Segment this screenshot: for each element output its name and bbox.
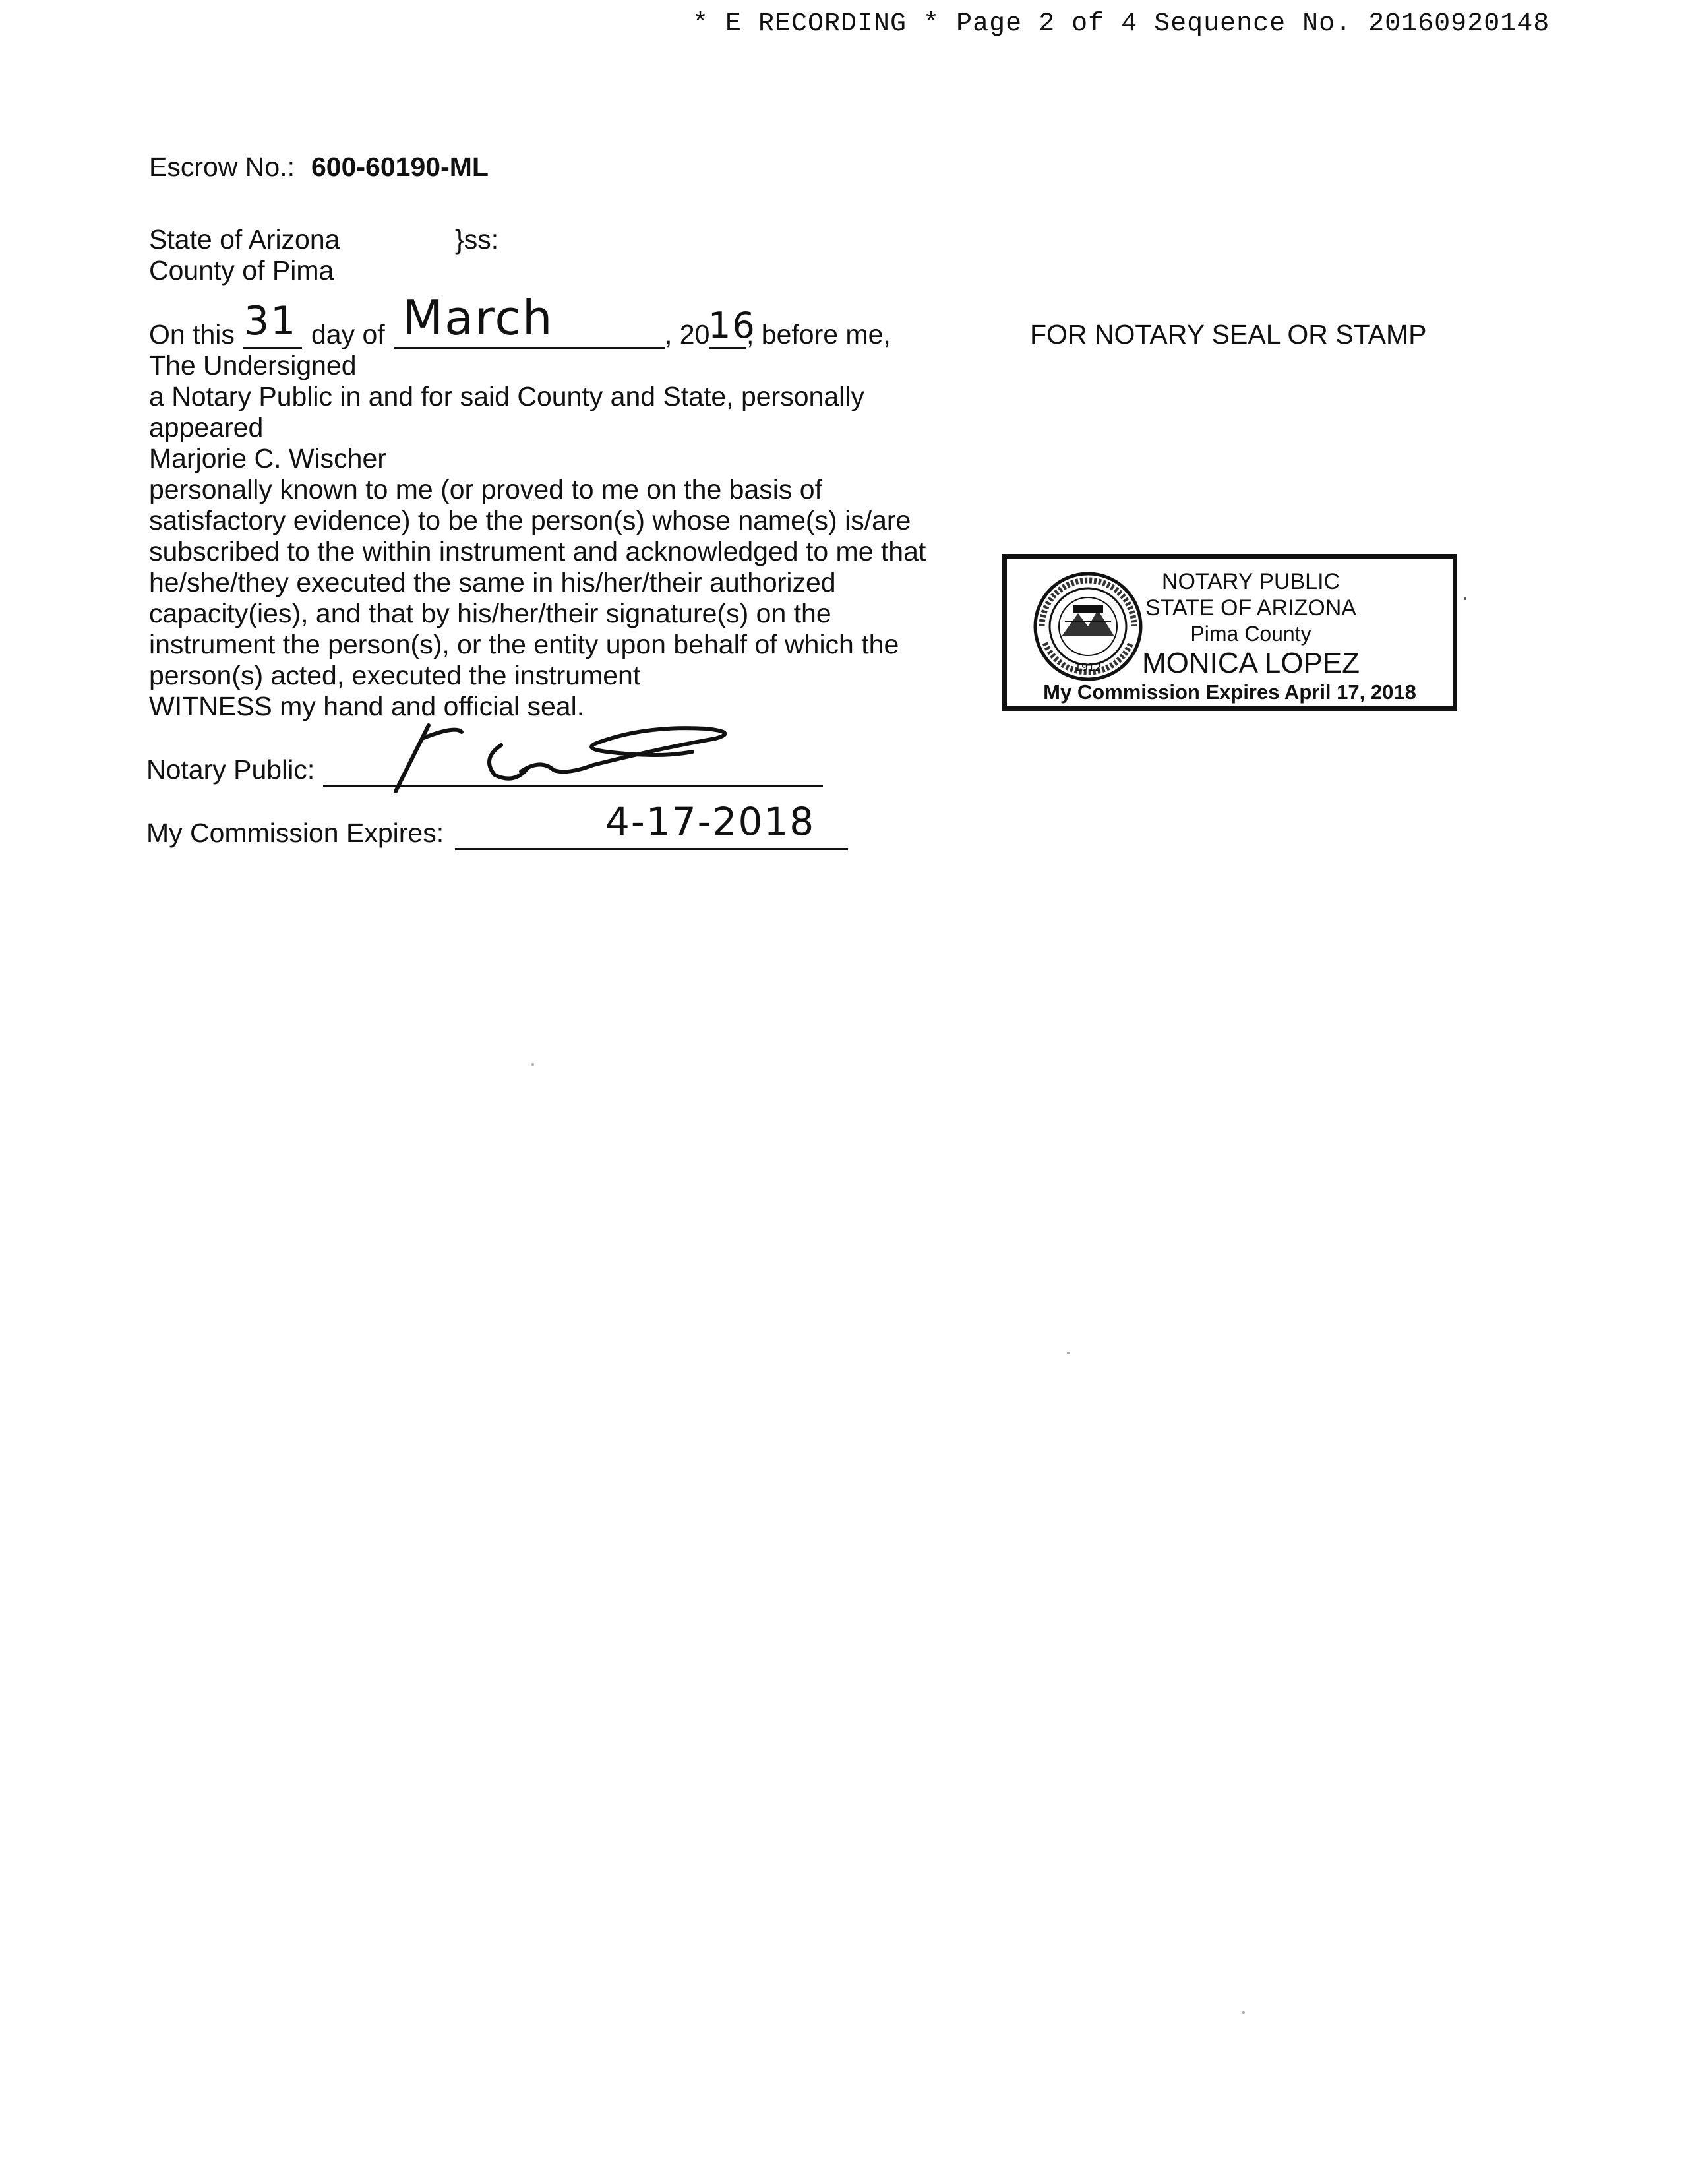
on-this-text: On this bbox=[149, 319, 235, 349]
seal-area-label: FOR NOTARY SEAL OR STAMP bbox=[1030, 319, 1427, 349]
stray-mark bbox=[531, 1063, 534, 1066]
body-line-7: person(s) acted, executed the instrument bbox=[149, 660, 641, 690]
escrow-number: 600-60190-ML bbox=[311, 152, 489, 182]
day-blank bbox=[243, 347, 302, 349]
stamp-notary-name: MONICA LOPEZ bbox=[1141, 647, 1360, 679]
stamp-line-1: NOTARY PUBLIC bbox=[1161, 569, 1341, 594]
signer-name: Marjorie C. Wischer bbox=[149, 443, 386, 473]
venue-county: County of Pima bbox=[149, 255, 334, 286]
stray-mark bbox=[1242, 2011, 1245, 2014]
body-line-5: capacity(ies), and that by his/her/their signature(s) on the bbox=[149, 598, 831, 628]
year-blank bbox=[709, 347, 746, 349]
recording-header: * E RECORDING * Page 2 of 4 Sequence No. 20160920148 bbox=[692, 9, 1550, 39]
commission-label: My Commission Expires: bbox=[146, 818, 444, 848]
month-handwritten: March bbox=[402, 290, 554, 346]
stamp-line-2: STATE OF ARIZONA bbox=[1145, 595, 1356, 621]
notary-stamp bbox=[1002, 554, 1457, 711]
witness-text: WITNESS my hand and official seal. bbox=[149, 691, 585, 721]
body-line-2: satisfactory evidence) to be the person(s) whose name(s) is/are bbox=[149, 505, 911, 535]
seal-year: 1912 bbox=[1074, 661, 1102, 673]
body-line-1: personally known to me (or proved to me on the basis of bbox=[149, 474, 822, 504]
body-line-6: instrument the person(s), or the entity upon behalf of which the bbox=[149, 629, 899, 659]
year-prefix: , 20 bbox=[665, 319, 710, 349]
appeared-text: appeared bbox=[149, 412, 264, 442]
venue-state: State of Arizona bbox=[149, 224, 340, 255]
body-line-4: he/she/they executed the same in his/her/their authorized bbox=[149, 567, 836, 597]
before-me-text: , before me, bbox=[746, 319, 891, 349]
notary-signature bbox=[382, 712, 752, 811]
month-blank bbox=[394, 347, 665, 349]
undersigned-text: The Undersigned bbox=[149, 350, 357, 380]
day-of-text: day of bbox=[311, 319, 385, 349]
body-line-3: subscribed to the within instrument and acknowledged to me that bbox=[149, 536, 926, 566]
commission-line bbox=[455, 848, 848, 850]
stray-mark bbox=[1067, 1352, 1070, 1354]
stamp-line-3: Pima County bbox=[1190, 622, 1311, 646]
venue-ss: }ss: bbox=[455, 224, 499, 255]
escrow-label: Escrow No.: bbox=[149, 152, 295, 182]
commission-handwritten: 4-17-2018 bbox=[605, 799, 816, 844]
day-handwritten: 31 bbox=[244, 298, 297, 344]
notary-public-label: Notary Public: bbox=[146, 754, 315, 785]
year-handwritten: 16 bbox=[708, 305, 756, 346]
stamp-expiration: My Commission Expires April 17, 2018 bbox=[1043, 681, 1416, 704]
notary-line-text: a Notary Public in and for said County and State, personally bbox=[149, 381, 864, 411]
stray-mark bbox=[1464, 597, 1466, 600]
